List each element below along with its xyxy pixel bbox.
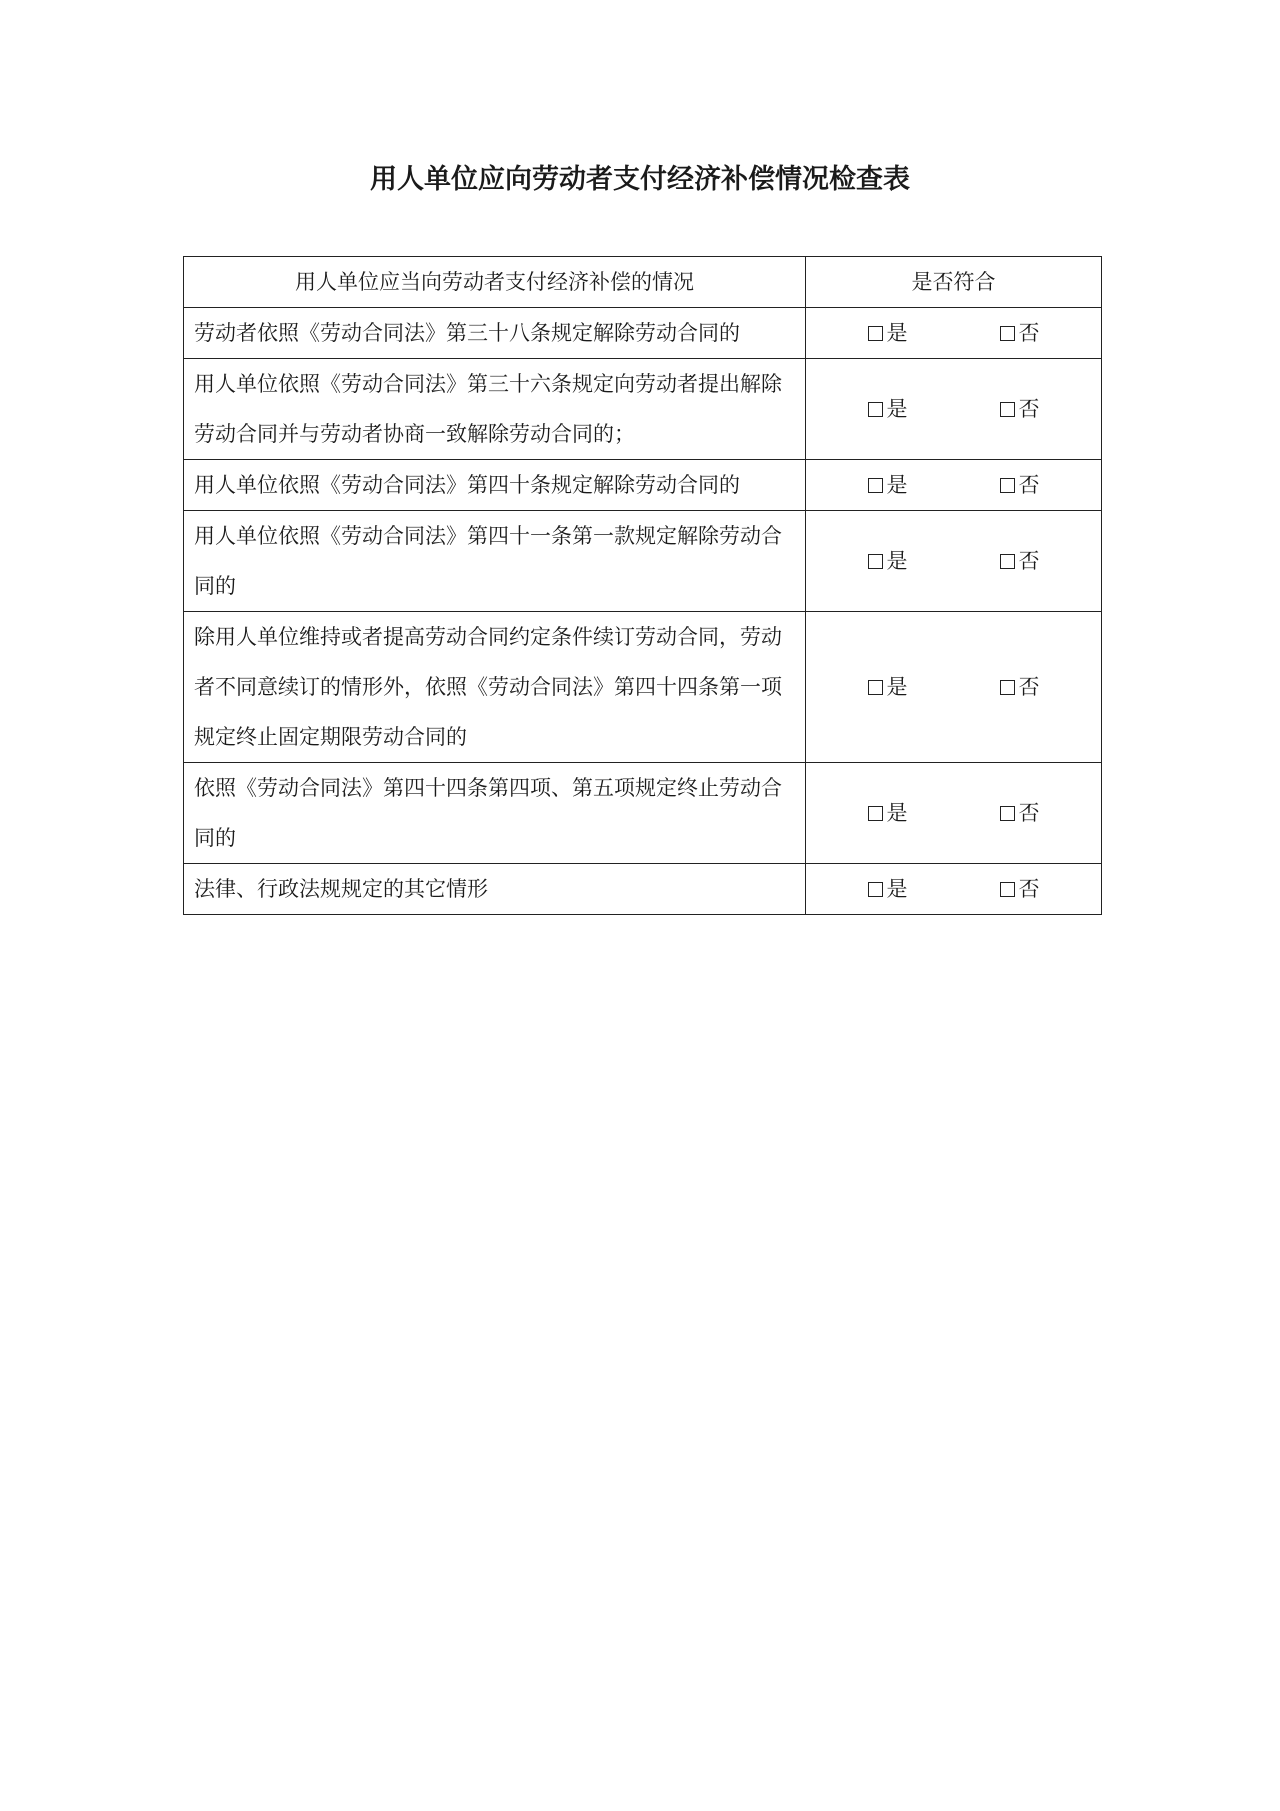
checkbox-icon[interactable] xyxy=(868,806,883,821)
page-title: 用人单位应向劳动者支付经济补偿情况检查表 xyxy=(370,164,910,195)
table-row xyxy=(184,763,1102,864)
compensation-check-table xyxy=(183,256,1102,915)
table-row xyxy=(184,612,1102,763)
yes-label: 是 xyxy=(886,675,908,699)
checkbox-icon[interactable] xyxy=(868,882,883,897)
yes-option[interactable] xyxy=(868,536,908,586)
table-row xyxy=(184,460,1102,511)
checkbox-icon[interactable] xyxy=(1000,882,1015,897)
table-row xyxy=(184,511,1102,612)
no-label: 否 xyxy=(1018,675,1040,699)
table-header-row xyxy=(184,257,1102,308)
table-row xyxy=(184,864,1102,915)
checkbox-icon[interactable] xyxy=(868,680,883,695)
checkbox-icon[interactable] xyxy=(1000,326,1015,341)
no-option[interactable] xyxy=(1000,384,1040,434)
compliance-cell xyxy=(806,460,1102,511)
no-label: 否 xyxy=(1018,321,1040,345)
yes-option[interactable] xyxy=(868,384,908,434)
table-row xyxy=(184,359,1102,460)
yes-label: 是 xyxy=(886,801,908,825)
yes-option[interactable] xyxy=(868,662,908,712)
yes-option[interactable] xyxy=(868,788,908,838)
compliance-cell xyxy=(806,359,1102,460)
compliance-cell xyxy=(806,864,1102,915)
checkbox-icon[interactable] xyxy=(868,554,883,569)
situation-text: 用人单位依照《劳动合同法》第四十条规定解除劳动合同的 xyxy=(184,460,806,511)
checkbox-icon[interactable] xyxy=(868,478,883,493)
checkbox-icon[interactable] xyxy=(1000,554,1015,569)
no-option[interactable] xyxy=(1000,308,1040,358)
no-label: 否 xyxy=(1018,473,1040,497)
no-option[interactable] xyxy=(1000,460,1040,510)
situation-text: 用人单位依照《劳动合同法》第四十一条第一款规定解除劳动合同的 xyxy=(184,511,806,612)
no-label: 否 xyxy=(1018,877,1040,901)
yes-option[interactable] xyxy=(868,308,908,358)
checkbox-icon[interactable] xyxy=(1000,680,1015,695)
no-option[interactable] xyxy=(1000,536,1040,586)
checkbox-icon[interactable] xyxy=(1000,806,1015,821)
compliance-cell xyxy=(806,511,1102,612)
header-situation: 用人单位应当向劳动者支付经济补偿的情况 xyxy=(184,257,806,308)
checkbox-icon[interactable] xyxy=(1000,478,1015,493)
no-label: 否 xyxy=(1018,801,1040,825)
compliance-cell xyxy=(806,763,1102,864)
situation-text: 用人单位依照《劳动合同法》第三十六条规定向劳动者提出解除劳动合同并与劳动者协商一致解除劳动合同的； xyxy=(184,359,806,460)
situation-text: 法律、行政法规规定的其它情形 xyxy=(184,864,806,915)
no-option[interactable] xyxy=(1000,788,1040,838)
yes-label: 是 xyxy=(886,549,908,573)
compliance-cell xyxy=(806,308,1102,359)
situation-text: 除用人单位维持或者提高劳动合同约定条件续订劳动合同，劳动者不同意续订的情形外，依照《劳动合同法》第四十四条第一项规定终止固定期限劳动合同的 xyxy=(184,612,806,763)
header-compliance: 是否符合 xyxy=(806,257,1102,308)
no-option[interactable] xyxy=(1000,662,1040,712)
table-row xyxy=(184,308,1102,359)
compliance-cell xyxy=(806,612,1102,763)
no-label: 否 xyxy=(1018,397,1040,421)
checkbox-icon[interactable] xyxy=(868,326,883,341)
yes-label: 是 xyxy=(886,877,908,901)
checkbox-icon[interactable] xyxy=(868,402,883,417)
yes-label: 是 xyxy=(886,473,908,497)
checkbox-icon[interactable] xyxy=(1000,402,1015,417)
situation-text: 依照《劳动合同法》第四十四条第四项、第五项规定终止劳动合同的 xyxy=(184,763,806,864)
situation-text: 劳动者依照《劳动合同法》第三十八条规定解除劳动合同的 xyxy=(184,308,806,359)
yes-option[interactable] xyxy=(868,460,908,510)
yes-label: 是 xyxy=(886,321,908,345)
yes-label: 是 xyxy=(886,397,908,421)
no-label: 否 xyxy=(1018,549,1040,573)
yes-option[interactable] xyxy=(868,864,908,914)
no-option[interactable] xyxy=(1000,864,1040,914)
